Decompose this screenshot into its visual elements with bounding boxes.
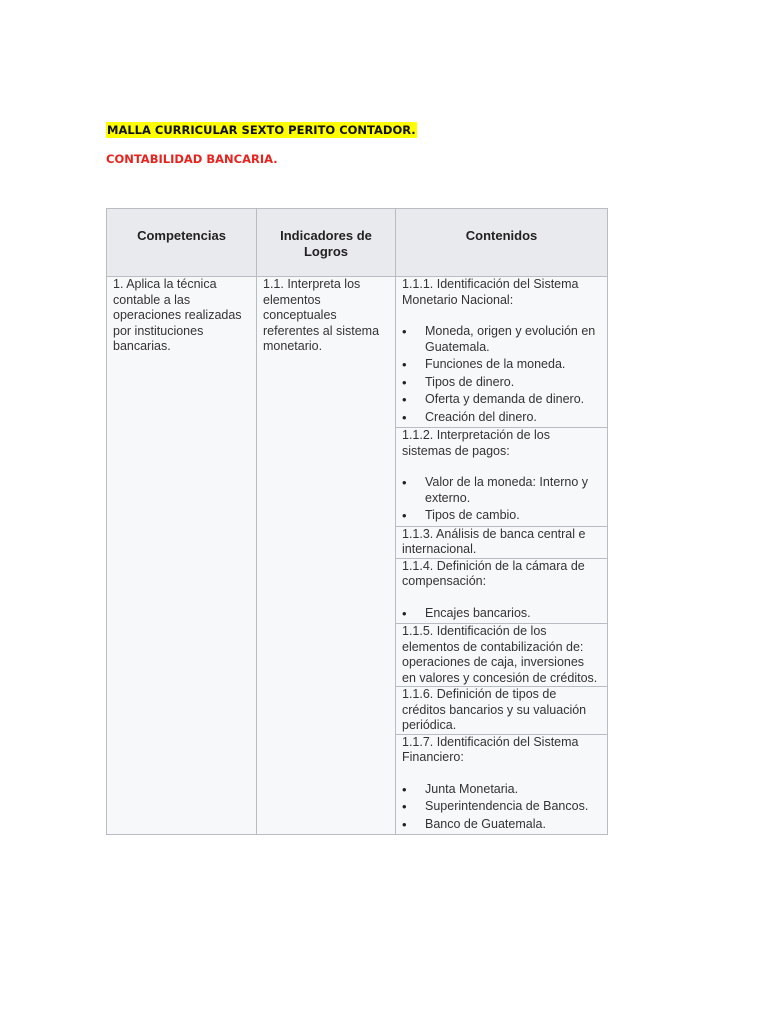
contenido-cell (396, 558, 608, 624)
contenido-text: 1.1.3. Análisis de banca central e internacional. (402, 526, 586, 556)
list-item: • Tipos de dinero. (402, 375, 601, 391)
header-contenidos: Contenidos (396, 209, 608, 277)
list-item: • Tipos de cambio. (402, 508, 601, 524)
bullet-list (402, 324, 601, 425)
contenido-text: 1.1.2. Interpretación de los sistemas de pagos: (402, 428, 551, 458)
contenido-cell (396, 687, 608, 735)
bullet-list (402, 475, 601, 524)
competencia-cell: 1. Aplica la técnica contable a las operaciones realizadas por instituciones bancarias. (107, 277, 257, 835)
table-body (107, 277, 608, 835)
list-item: • Banco de Guatemala. (402, 817, 601, 833)
list-item: • Funciones de la moneda. (402, 357, 601, 373)
table-header-row (107, 209, 608, 277)
bullet-list (402, 782, 601, 833)
list-item: • Valor de la moneda: Interno y externo. (402, 475, 601, 506)
contenido-text: 1.1.4. Definición de la cámara de compensación: (402, 558, 585, 588)
list-item: • Superintendencia de Bancos. (402, 799, 601, 815)
document-title: MALLA CURRICULAR SEXTO PERITO CONTADOR. (107, 123, 416, 137)
contenido-text: 1.1.5. Identificación de los elementos de contabilización de: operaciones de caja, inversiones en valores y concesión de créditos. (402, 624, 598, 685)
indicador-cell: 1.1. Interpreta los elementos conceptuales referentes al sistema monetario. (257, 277, 396, 835)
list-item: • Moneda, origen y evolución en Guatemala. (402, 324, 601, 355)
contenido-cell (396, 428, 608, 527)
contenido-cell (396, 734, 608, 835)
bullet-list (402, 606, 601, 622)
header-competencias: Competencias (107, 209, 257, 277)
contenido-cell (396, 526, 608, 558)
contenido-text: 1.1.6. Definición de tipos de créditos bancarios y su valuación periódica. (402, 687, 587, 732)
contenido-text: 1.1.1. Identificación del Sistema Monetario Nacional: (402, 277, 579, 307)
curriculum-table (106, 208, 608, 835)
table-row (107, 277, 608, 428)
list-item: • Junta Monetaria. (402, 782, 601, 798)
list-item: • Oferta y demanda de dinero. (402, 392, 601, 408)
header-indicadores: Indicadores de Logros (257, 209, 396, 277)
list-item: • Encajes bancarios. (402, 606, 601, 622)
document-subtitle: CONTABILIDAD BANCARIA. (106, 152, 278, 166)
contenido-cell (396, 624, 608, 687)
contenido-text: 1.1.7. Identificación del Sistema Financiero: (402, 734, 579, 764)
list-item: • Creación del dinero. (402, 410, 601, 426)
contenido-cell (396, 277, 608, 428)
